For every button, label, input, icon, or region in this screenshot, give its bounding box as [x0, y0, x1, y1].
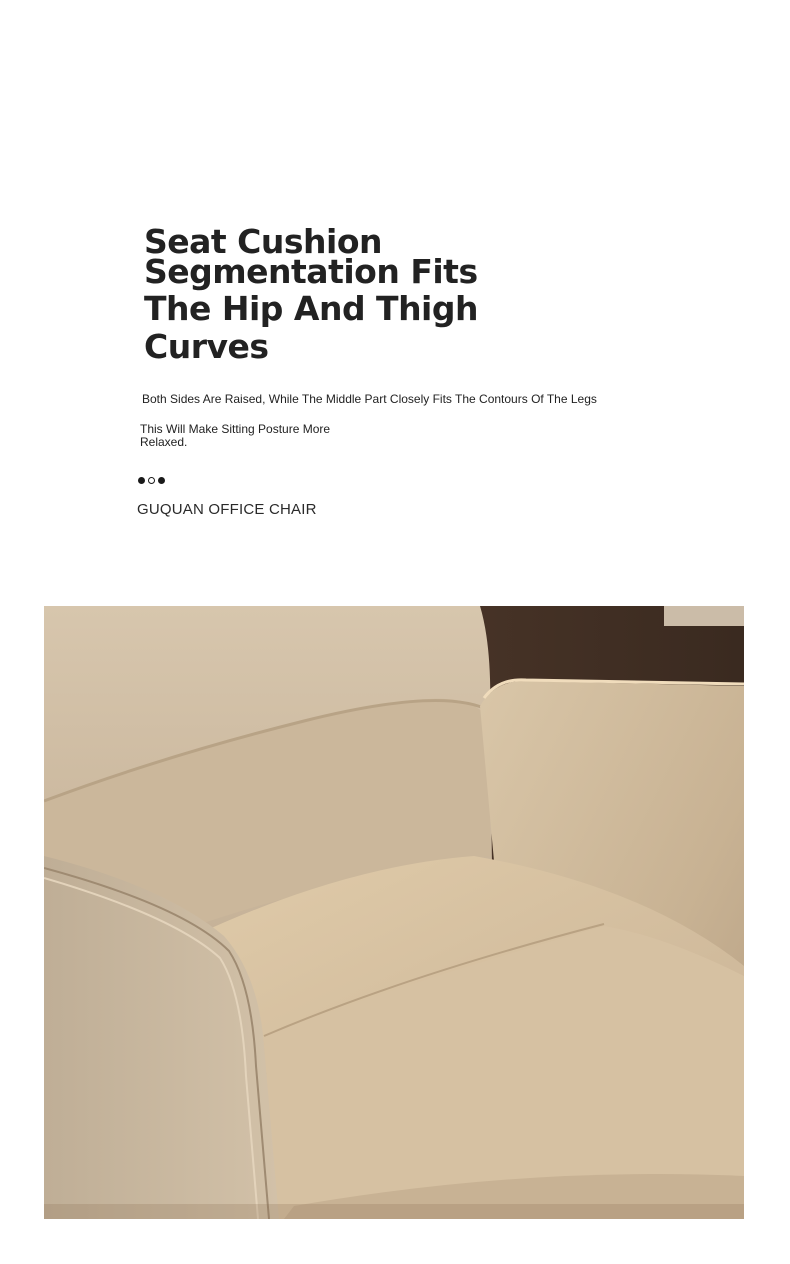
heading-line-4: Curves	[144, 327, 269, 366]
chair-illustration	[44, 606, 744, 1219]
heading-line-1: Seat Cushion	[144, 222, 383, 261]
description-line-2: This Will Make Sitting Posture More Relaxed.	[140, 422, 331, 449]
brand-label: GUQUAN OFFICE CHAIR	[137, 501, 317, 518]
dot-icon	[138, 477, 145, 484]
heading-line-2: Segmentation Fits	[144, 252, 478, 291]
decorative-dots	[138, 477, 165, 484]
heading-line-3: The Hip And Thigh	[144, 289, 478, 328]
description-line-1: Both Sides Are Raised, While The Middle Part Closely Fits The Contours Of The Legs	[142, 392, 597, 406]
dot-icon	[158, 477, 165, 484]
chair-photo	[44, 606, 744, 1219]
dot-icon	[148, 477, 155, 484]
